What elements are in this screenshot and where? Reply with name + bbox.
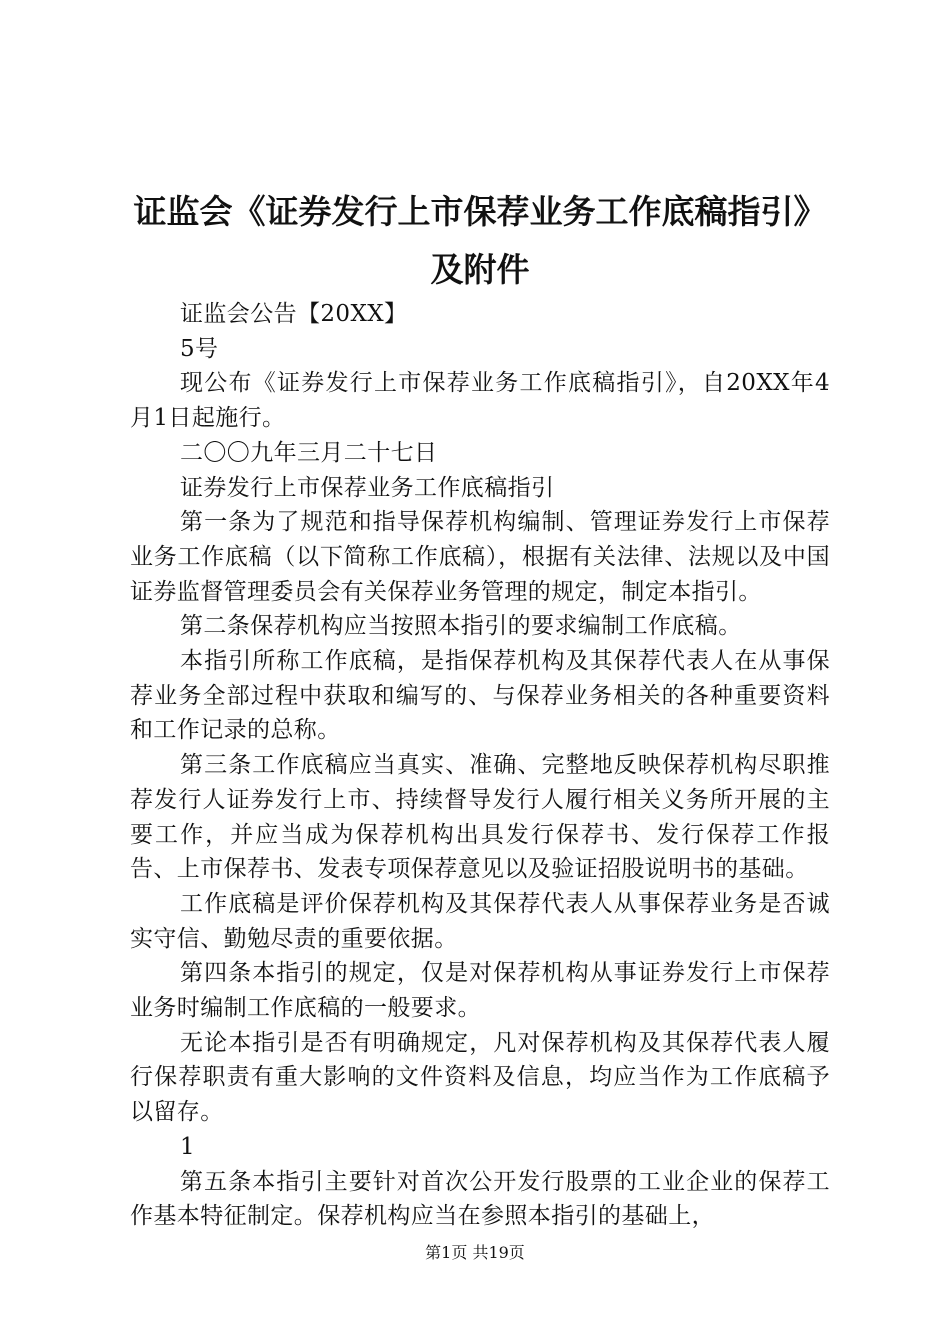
document-title: 证监会《证券发行上市保荐业务工作底稿指引》及附件 (133, 192, 827, 289)
document-body (130, 297, 830, 1234)
paragraph: 工作底稿是评价保荐机构及其保荐代表人从事保荐业务是否诚实守信、勤勉尽责的重要依据。 (130, 890, 830, 952)
paragraph: 第二条保荐机构应当按照本指引的要求编制工作底稿。 (180, 613, 742, 640)
page-footer: 第1页 共19页 (425, 1243, 525, 1262)
paragraph: 二〇〇九年三月二十七日 (180, 439, 438, 466)
paragraph: 无论本指引是否有明确规定，凡对保荐机构及其保荐代表人履行保荐职责有重大影响的文件资料及信息，均应当作为工作底稿予以留存。 (130, 1029, 830, 1126)
paragraph: 本指引所称工作底稿，是指保荐机构及其保荐代表人在从事保荐业务全部过程中获取和编写的、与保荐业务相关的各种重要资料和工作记录的总称。 (130, 648, 830, 744)
paragraph: 证券发行上市保荐业务工作底稿指引 (180, 474, 555, 501)
paragraph: 1 (180, 1133, 196, 1160)
paragraph: 第一条为了规范和指导保荐机构编制、管理证券发行上市保荐业务工作底稿（以下简称工作底稿），根据有关法律、法规以及中国证券监督管理委员会有关保荐业务管理的规定，制定本指引。 (130, 509, 830, 605)
paragraph: 第三条工作底稿应当真实、准确、完整地反映保荐机构尽职推荐发行人证券发行上市、持续督导发行人履行相关义务所开展的主要工作，并应当成为保荐机构出具发行保荐书、发行保荐工作报告、上市保荐书、发表专项保荐意见以及验证招股说明书的基础。 (130, 752, 830, 883)
paragraph: 现公布《证券发行上市保荐业务工作底稿指引》，自20XX年4月1日起施行。 (130, 370, 830, 432)
paragraph: 5号 (180, 335, 219, 362)
paragraph: 证监会公告【20XX】 (180, 301, 408, 327)
paragraph: 第五条本指引主要针对首次公开发行股票的工业企业的保荐工作基本特征制定。保荐机构应当在参照本指引的基础上， (130, 1168, 830, 1230)
paragraph: 第四条本指引的规定，仅是对保荐机构从事证券发行上市保荐业务时编制工作底稿的一般要求。 (130, 960, 830, 1022)
